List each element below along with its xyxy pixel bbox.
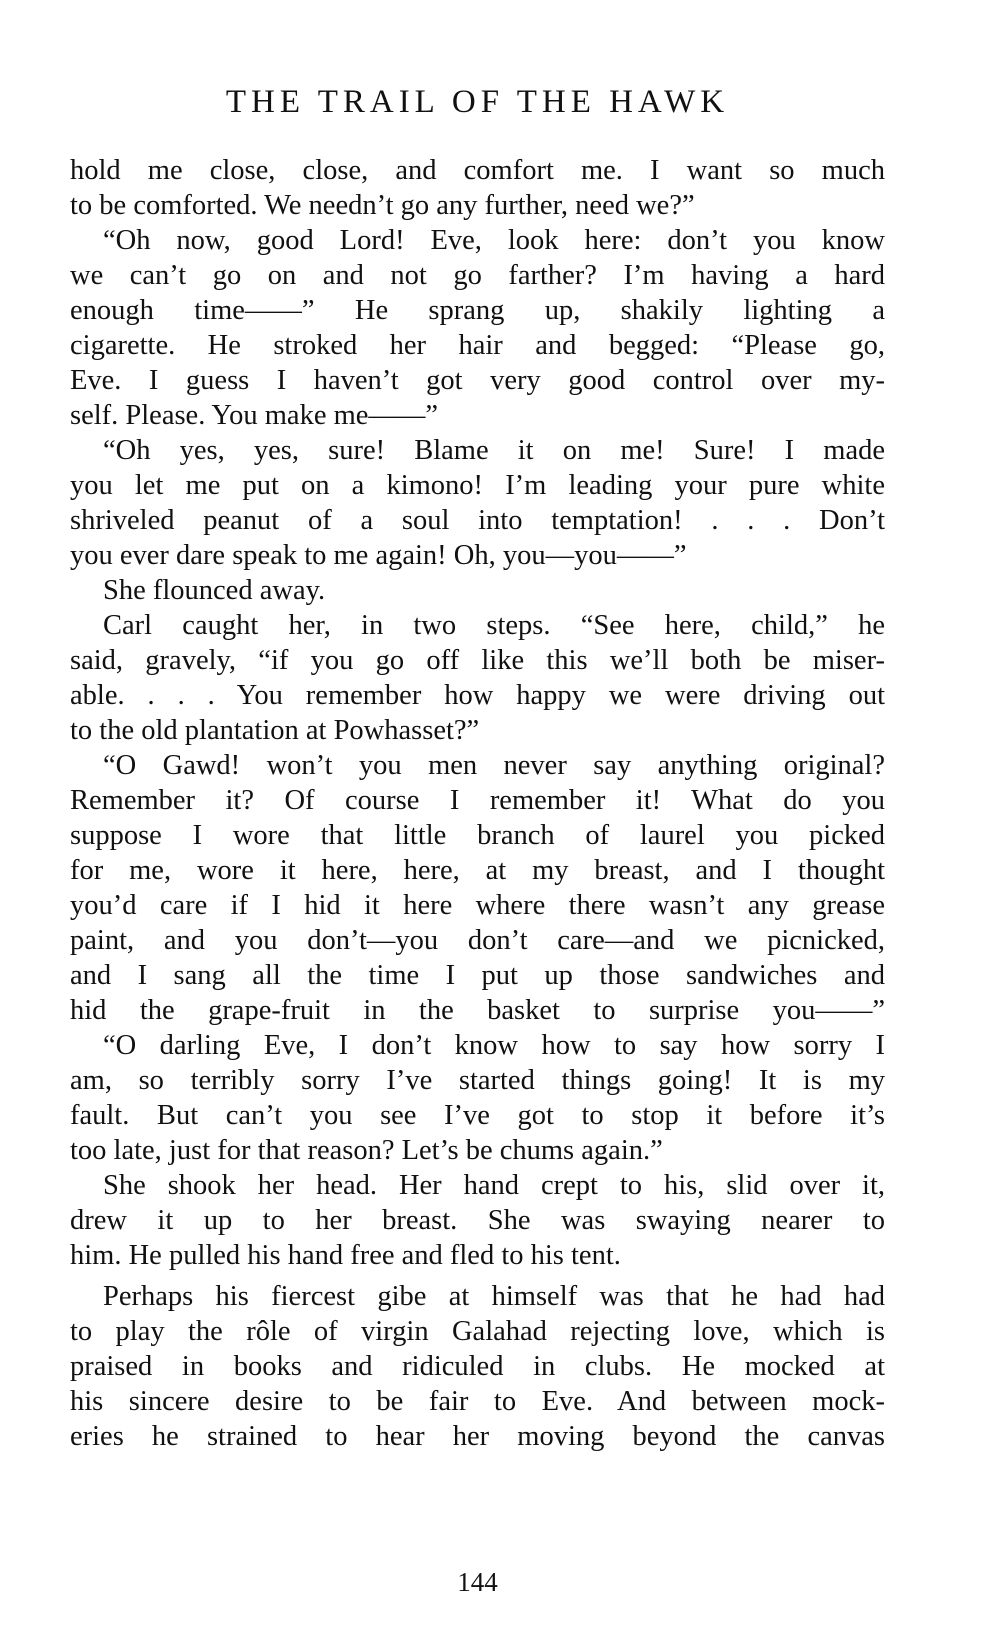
text-line: hold me close, close, and comfort me. I want so much [70, 155, 885, 186]
text-line: Remember it? Of course I remember it! What do you [70, 785, 885, 816]
text-line: She shook her head. Her hand crept to his, slid over it, [103, 1170, 885, 1201]
text-line: eries he strained to hear her moving beyond the canvas [70, 1421, 885, 1452]
text-line: suppose I wore that little branch of laurel you picked [70, 820, 885, 851]
text-line: you let me put on a kimono! I’m leading your pure white [70, 470, 885, 501]
text-line: “Oh now, good Lord! Eve, look here: don’t you know [103, 225, 885, 256]
text-line: to play the rôle of virgin Galahad rejecting love, which is [70, 1316, 885, 1347]
text-line: am, so terribly sorry I’ve started things going! It is my [70, 1065, 885, 1096]
text-line: drew it up to her breast. She was swaying nearer to [70, 1205, 885, 1236]
body-text [70, 153, 885, 1454]
text-line: for me, wore it here, here, at my breast, and I thought [70, 855, 885, 886]
text-line: his sincere desire to be fair to Eve. And between mock- [70, 1386, 885, 1417]
text-line: fault. But can’t you see I’ve got to stop it before it’s [70, 1100, 885, 1131]
text-line: said, gravely, “if you go off like this we’ll both be miser- [70, 645, 885, 676]
text-line: you ever dare speak to me again! Oh, you—you——” [70, 540, 687, 571]
text-line: you’d care if I hid it here where there wasn’t any grease [70, 890, 885, 921]
text-line: cigarette. He stroked her hair and begged: “Please go, [70, 330, 885, 361]
running-title: THE TRAIL OF THE HAWK [225, 84, 730, 120]
text-line: him. He pulled his hand free and fled to his tent. [70, 1240, 621, 1271]
text-line: Perhaps his fiercest gibe at himself was that he had had [103, 1281, 885, 1312]
book-page [70, 82, 885, 1602]
text-line: too late, just for that reason? Let’s be chums again.” [70, 1135, 663, 1166]
text-line: and I sang all the time I put up those sandwiches and [70, 960, 885, 991]
text-line: Carl caught her, in two steps. “See here, child,” he [103, 610, 885, 641]
text-line: “O darling Eve, I don’t know how to say how sorry I [103, 1030, 885, 1061]
page-number: 144 [457, 1567, 498, 1597]
text-line: praised in books and ridiculed in clubs. He mocked at [70, 1351, 885, 1382]
text-line: we can’t go on and not go farther? I’m having a hard [70, 260, 885, 291]
text-line: hid the grape-fruit in the basket to surprise you——” [70, 995, 885, 1026]
text-line: enough time——” He sprang up, shakily lighting a [70, 295, 885, 326]
text-line: “Oh yes, yes, sure! Blame it on me! Sure! I made [103, 435, 885, 466]
text-line: able. . . . You remember how happy we were driving out [70, 680, 885, 711]
text-line: to the old plantation at Powhasset?” [70, 715, 480, 746]
text-line: She flounced away. [103, 575, 326, 606]
text-line: to be comforted. We needn’t go any further, need we?” [70, 190, 695, 221]
text-line: “O Gawd! won’t you men never say anything original? [103, 750, 885, 781]
text-line: shriveled peanut of a soul into temptation! . . . Don’t [70, 505, 885, 536]
text-line: Eve. I guess I haven’t got very good control over my- [70, 365, 885, 396]
text-line: paint, and you don’t—you don’t care—and we picnicked, [70, 925, 885, 956]
text-line: self. Please. You make me——” [70, 400, 439, 431]
